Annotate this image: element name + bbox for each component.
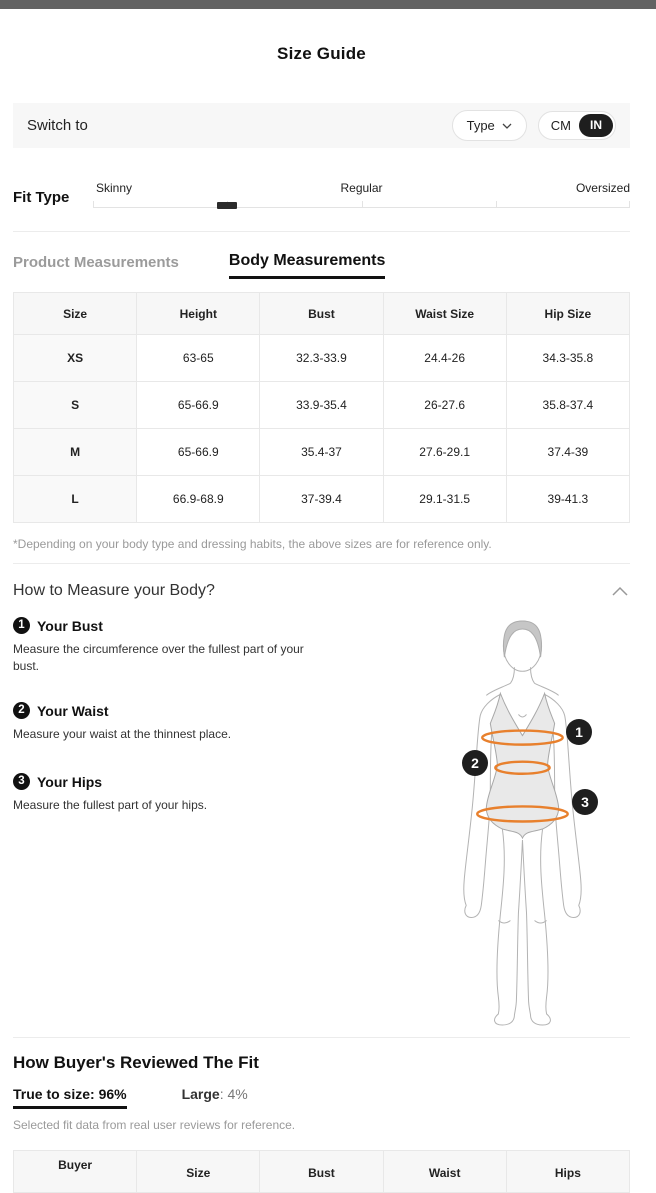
tab-body-measurements[interactable]: Body Measurements bbox=[229, 252, 386, 279]
col-header-waist: Waist Size bbox=[383, 293, 506, 335]
fit-review-stats bbox=[13, 1086, 630, 1109]
top-page-bar bbox=[0, 0, 656, 9]
value-cell: 34.3-35.8 bbox=[506, 335, 629, 382]
track-tick bbox=[93, 201, 94, 207]
col-header-buyer: Buyer bbox=[14, 1151, 137, 1193]
fit-type-options bbox=[93, 181, 630, 196]
number-badge: 3 bbox=[13, 773, 30, 790]
fit-type-slider bbox=[93, 181, 630, 208]
measure-item-desc: Measure the circumference over the fullest part of your bust. bbox=[13, 642, 304, 673]
col-header-bust: Bust bbox=[260, 1151, 383, 1193]
measure-item-hips bbox=[13, 773, 343, 814]
measure-item-title: Your Waist bbox=[37, 702, 109, 719]
value-cell: 66.9-68.9 bbox=[137, 476, 260, 523]
size-disclaimer: *Depending on your body type and dressing habits, the above sizes are for reference only. bbox=[13, 537, 492, 551]
table-row bbox=[14, 382, 630, 429]
track-tick bbox=[629, 201, 630, 207]
table-row bbox=[14, 429, 630, 476]
fit-review-title: How Buyer's Reviewed The Fit bbox=[13, 1053, 259, 1072]
size-cell: L bbox=[14, 476, 137, 523]
number-badge: 2 bbox=[13, 702, 30, 719]
value-cell: 35.4-37 bbox=[260, 429, 383, 476]
measure-item-head bbox=[13, 617, 343, 634]
value-cell: 63-65 bbox=[137, 335, 260, 382]
unit-in-option-selected[interactable]: IN bbox=[579, 114, 613, 137]
table-row bbox=[14, 335, 630, 382]
how-to-measure-title: How to Measure your Body? bbox=[13, 582, 215, 599]
tab-product-measurements[interactable]: Product Measurements bbox=[13, 254, 179, 271]
fit-option-oversized: Oversized bbox=[575, 181, 630, 195]
col-header-size: Size bbox=[137, 1151, 260, 1193]
col-header-waist: Waist bbox=[383, 1151, 506, 1193]
true-to-size-stat[interactable]: True to size: 96% bbox=[13, 1086, 127, 1109]
collapse-section-button[interactable] bbox=[610, 585, 630, 598]
body-figure-illustration bbox=[440, 617, 616, 1029]
body-measurements-table bbox=[13, 292, 630, 523]
value-cell: 26-27.6 bbox=[383, 382, 506, 429]
how-to-measure-header bbox=[13, 581, 630, 601]
fit-option-skinny: Skinny bbox=[96, 181, 133, 195]
type-dropdown-label: Type bbox=[466, 118, 495, 133]
switch-to-bar bbox=[13, 103, 630, 148]
value-cell: 24.4-26 bbox=[383, 335, 506, 382]
unit-cm-option[interactable]: CM bbox=[550, 118, 571, 133]
fit-type-label: Fit Type bbox=[13, 189, 70, 206]
size-cell: XS bbox=[14, 335, 137, 382]
page-title: Size Guide bbox=[277, 44, 366, 63]
value-cell: 27.6-29.1 bbox=[383, 429, 506, 476]
measure-item-title: Your Hips bbox=[37, 773, 103, 790]
value-cell: 33.9-35.4 bbox=[260, 382, 383, 429]
track-tick bbox=[362, 201, 363, 207]
col-header-bust: Bust bbox=[260, 293, 383, 335]
switch-to-label: Switch to bbox=[27, 117, 88, 134]
measurement-tabs bbox=[13, 252, 630, 279]
figure-badge-bust: 1 bbox=[566, 719, 592, 745]
how-to-measure-body bbox=[13, 617, 630, 1029]
value-cell: 39-41.3 bbox=[506, 476, 629, 523]
fit-option-regular: Regular bbox=[340, 181, 383, 195]
col-header-height: Height bbox=[137, 293, 260, 335]
fit-type-track bbox=[93, 201, 630, 208]
table-row bbox=[14, 476, 630, 523]
fit-type-row bbox=[13, 181, 630, 208]
figure-badge-hips: 3 bbox=[572, 789, 598, 815]
value-cell: 65-66.9 bbox=[137, 429, 260, 476]
col-header-size: Size bbox=[14, 293, 137, 335]
divider bbox=[13, 1037, 630, 1038]
measure-item-desc: Measure your waist at the thinnest place. bbox=[13, 727, 232, 741]
unit-toggle[interactable] bbox=[538, 111, 616, 140]
measure-item-bust bbox=[13, 617, 343, 675]
col-header-hip: Hip Size bbox=[506, 293, 629, 335]
value-cell: 37-39.4 bbox=[260, 476, 383, 523]
col-header-hips: Hips bbox=[506, 1151, 629, 1193]
size-guide-sheet bbox=[0, 44, 656, 1193]
table-header-row bbox=[14, 293, 630, 335]
fit-type-marker bbox=[217, 202, 237, 209]
value-cell: 32.3-33.9 bbox=[260, 335, 383, 382]
measure-item-head bbox=[13, 773, 343, 790]
value-cell: 35.8-37.4 bbox=[506, 382, 629, 429]
type-dropdown[interactable] bbox=[452, 110, 527, 141]
measure-item-title: Your Bust bbox=[37, 617, 103, 634]
value-cell: 65-66.9 bbox=[137, 382, 260, 429]
divider bbox=[13, 563, 630, 564]
buyer-review-table bbox=[13, 1150, 630, 1193]
measure-item-desc: Measure the fullest part of your hips. bbox=[13, 798, 208, 812]
chevron-up-icon bbox=[612, 587, 628, 596]
size-cell: S bbox=[14, 382, 137, 429]
figure-badge-waist: 2 bbox=[462, 750, 488, 776]
value-cell: 29.1-31.5 bbox=[383, 476, 506, 523]
large-stat[interactable] bbox=[182, 1086, 248, 1102]
table-header-row bbox=[14, 1151, 630, 1193]
measure-item-waist bbox=[13, 702, 343, 743]
measure-item-head bbox=[13, 702, 343, 719]
body-measurement-figure bbox=[440, 617, 616, 1029]
large-stat-label: Large bbox=[181, 1086, 220, 1102]
value-cell: 37.4-39 bbox=[506, 429, 629, 476]
chevron-down-icon bbox=[502, 123, 512, 129]
large-stat-value: : 4% bbox=[219, 1086, 248, 1102]
number-badge: 1 bbox=[13, 617, 30, 634]
divider bbox=[13, 231, 630, 232]
size-cell: M bbox=[14, 429, 137, 476]
track-tick bbox=[496, 201, 497, 207]
fit-review-note: Selected fit data from real user reviews for reference. bbox=[13, 1118, 296, 1132]
